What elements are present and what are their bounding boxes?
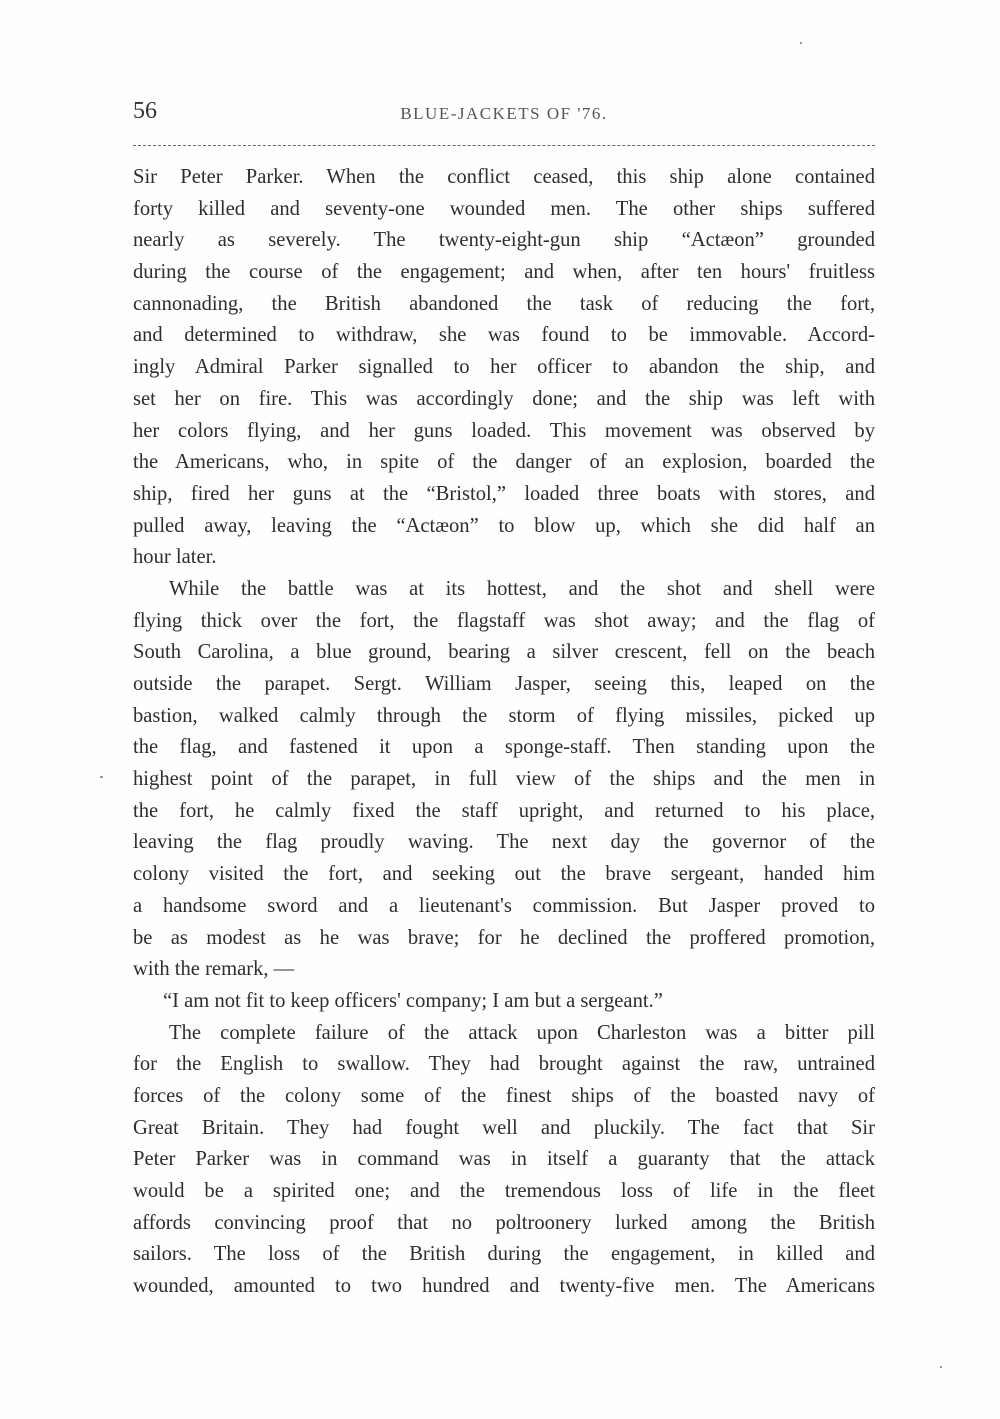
text-line: sailors. The loss of the British during the engagement, in killed and bbox=[133, 1243, 875, 1266]
scan-speck bbox=[800, 42, 802, 44]
text-line: forces of the colony some of the finest ships of the boasted navy of bbox=[133, 1084, 875, 1107]
text-line: Peter Parker was in command was in itself a guaranty that the attack bbox=[133, 1148, 875, 1171]
text-line: the Americans, who, in spite of the danger of an explosion, boarded the bbox=[133, 451, 875, 474]
text-line: ship, fired her guns at the “Bristol,” loaded three boats with stores, and bbox=[133, 482, 875, 505]
text-line: wounded, amounted to two hundred and twenty-five men. The Americans bbox=[133, 1275, 875, 1298]
text-line: the flag, and fastened it upon a sponge-staff. Then standing upon the bbox=[133, 736, 875, 759]
text-line: a handsome sword and a lieutenant's commission. But Jasper proved to bbox=[133, 894, 875, 917]
text-line: outside the parapet. Sergt. William Jasper, seeing this, leaped on the bbox=[133, 673, 875, 695]
text-line: flying thick over the fort, the flagstaff was shot away; and the flag of bbox=[133, 609, 875, 632]
text-line: set her on fire. This was accordingly done; and the ship was left with bbox=[133, 387, 875, 410]
text-line: Great Britain. They had fought well and pluckily. The fact that Sir bbox=[133, 1116, 875, 1139]
text-line: nearly as severely. The twenty-eight-gun ship “Actæon” grounded bbox=[133, 229, 875, 252]
text-line: South Carolina, a blue ground, bearing a silver crescent, fell on the beach bbox=[133, 641, 875, 664]
page-header bbox=[133, 98, 875, 130]
text-line: bastion, walked calmly through the storm of flying missiles, picked up bbox=[133, 704, 875, 727]
scan-speck bbox=[100, 776, 103, 778]
text-line: her colors flying, and her guns loaded. This movement was observed by bbox=[133, 419, 875, 442]
text-line: would be a spirited one; and the tremendous loss of life in the fleet bbox=[133, 1180, 875, 1202]
text-line: and determined to withdraw, she was found to be immovable. Accord- bbox=[133, 324, 875, 347]
header-rule bbox=[133, 145, 875, 146]
text-line: with the remark, — bbox=[133, 958, 295, 981]
text-line: for the English to swallow. They had brought against the raw, untrained bbox=[133, 1053, 875, 1076]
text-line: be as modest as he was brave; for he declined the proffered promotion, bbox=[133, 926, 875, 949]
text-line: colony visited the fort, and seeking out the brave sergeant, handed him bbox=[133, 863, 875, 886]
paragraph-1 bbox=[133, 162, 875, 574]
text-line: hour later. bbox=[133, 546, 217, 569]
scan-speck bbox=[940, 1366, 942, 1368]
text-line: forty killed and seventy-one wounded men. The other ships suffered bbox=[133, 197, 875, 220]
body-text bbox=[133, 162, 875, 1303]
paragraph-3 bbox=[133, 1018, 875, 1303]
text-line: leaving the flag proudly waving. The next day the governor of the bbox=[133, 831, 875, 854]
text-line: ingly Admiral Parker signalled to her officer to abandon the ship, and bbox=[133, 356, 875, 379]
paragraph-quote bbox=[133, 986, 875, 1018]
paragraph-2 bbox=[133, 574, 875, 986]
text-line: The complete failure of the attack upon Charleston was a bitter pill bbox=[169, 1021, 875, 1044]
running-head: BLUE-JACKETS OF '76. bbox=[400, 104, 608, 123]
text-line: during the course of the engagement; and when, after ten hours' fruitless bbox=[133, 261, 875, 284]
text-line: affords convincing proof that no poltroonery lurked among the British bbox=[133, 1211, 875, 1234]
page-number: 56 bbox=[133, 98, 157, 124]
text-line: pulled away, leaving the “Actæon” to blow up, which she did half an bbox=[133, 514, 875, 537]
text-line: highest point of the parapet, in full view of the ships and the men in bbox=[133, 768, 875, 791]
text-line: cannonading, the British abandoned the task of reducing the fort, bbox=[133, 292, 875, 315]
text-line: the fort, he calmly fixed the staff upright, and returned to his place, bbox=[133, 799, 875, 822]
text-line: Sir Peter Parker. When the conflict ceased, this ship alone contained bbox=[133, 166, 875, 188]
quote-line: “I am not fit to keep officers' company; I am but a sergeant.” bbox=[163, 989, 663, 1012]
text-line: While the battle was at its hottest, and the shot and shell were bbox=[169, 577, 875, 600]
